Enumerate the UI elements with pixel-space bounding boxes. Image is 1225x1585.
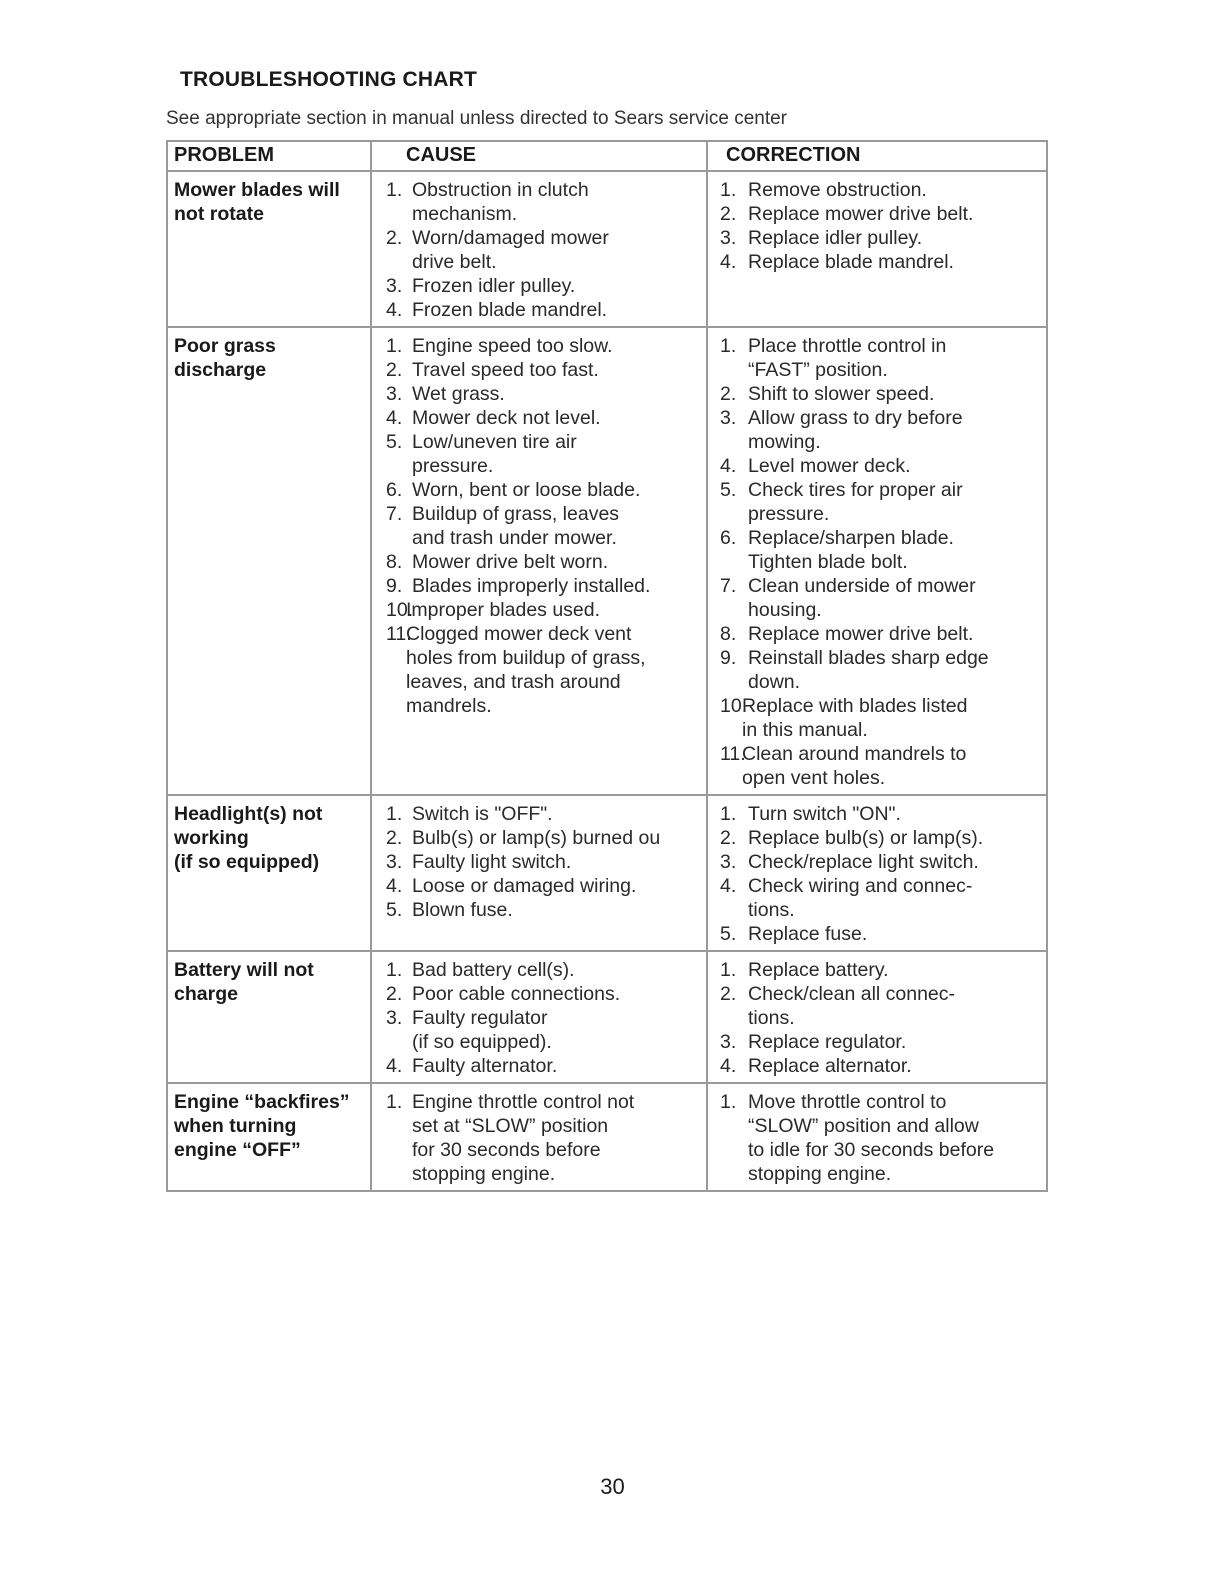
- correction-text: Replace alternator.: [748, 1055, 912, 1077]
- cause-text: Switch is "OFF".: [412, 803, 553, 825]
- correction-item: [708, 202, 1046, 226]
- cause-number: 1.: [386, 1091, 403, 1113]
- correction-item: [708, 958, 1046, 982]
- correction-item: [708, 742, 1046, 790]
- correction-text: Replace mower drive belt.: [748, 623, 974, 645]
- problem-text: (if so equipped): [174, 851, 320, 873]
- correction-item: [708, 874, 1046, 922]
- cause-item: [372, 358, 706, 382]
- cause-cell: [371, 795, 707, 951]
- cause-number: 2.: [386, 227, 403, 249]
- correction-number: 3.: [720, 227, 737, 249]
- correction-item: [708, 226, 1046, 250]
- correction-number: 3.: [720, 1031, 737, 1053]
- correction-text: Allow grass to dry before mowing.: [748, 407, 963, 453]
- cause-item: [372, 382, 706, 406]
- cause-number: 1.: [386, 803, 403, 825]
- correction-item: [708, 826, 1046, 850]
- cause-text: Loose or damaged wiring.: [412, 875, 637, 897]
- cause-number: 4.: [386, 875, 403, 897]
- cause-item: [372, 226, 706, 274]
- problem-text: discharge: [174, 359, 267, 381]
- cause-item: [372, 406, 706, 430]
- page-subtitle: See appropriate section in manual unless directed to Sears service center: [166, 108, 788, 129]
- correction-text: Replace blade mandrel.: [748, 251, 954, 273]
- cause-item: [372, 502, 706, 550]
- problem-text: charge: [174, 983, 238, 1005]
- cause-text: Bulb(s) or lamp(s) burned ou: [412, 827, 661, 849]
- correction-item: [708, 802, 1046, 826]
- cause-text: Wet grass.: [412, 383, 505, 405]
- correction-text: Replace idler pulley.: [748, 227, 923, 249]
- correction-item: [708, 382, 1046, 406]
- problem-cell: [167, 951, 371, 1083]
- correction-item: [708, 574, 1046, 622]
- correction-text: Turn switch "ON".: [748, 803, 901, 825]
- correction-number: 2.: [720, 383, 737, 405]
- correction-item: [708, 178, 1046, 202]
- problem-text: Battery will not: [174, 959, 314, 981]
- problem-text: Poor grass: [174, 335, 276, 357]
- cause-number: 3.: [386, 383, 403, 405]
- cause-text: Worn, bent or loose blade.: [412, 479, 641, 501]
- correction-item: [708, 922, 1046, 946]
- correction-item: [708, 478, 1046, 526]
- problem-text: Headlight(s) not: [174, 803, 323, 825]
- cause-number: 3.: [386, 851, 403, 873]
- cause-text: Engine throttle control not set at “SLOW” position for 30 seconds before stopping engine.: [412, 1091, 635, 1185]
- correction-item: [708, 646, 1046, 694]
- table-row: [167, 171, 1047, 327]
- cause-number: 5.: [386, 431, 403, 453]
- table-header-row: [167, 141, 1047, 171]
- correction-number: 4.: [720, 875, 737, 897]
- header-cause: CAUSE: [371, 141, 707, 171]
- correction-text: Shift to slower speed.: [748, 383, 935, 405]
- correction-cell: [707, 795, 1047, 951]
- cause-text: Mower deck not level.: [412, 407, 601, 429]
- correction-cell: [707, 1083, 1047, 1191]
- cause-item: [372, 298, 706, 322]
- problem-cell: [167, 1083, 371, 1191]
- correction-number: 1.: [720, 335, 737, 357]
- cause-item: [372, 178, 706, 226]
- correction-item: [708, 850, 1046, 874]
- correction-text: Move throttle control to “SLOW” position and allow to idle for 30 seconds before stopping engine.: [748, 1091, 995, 1185]
- troubleshooting-table: [166, 140, 1048, 1192]
- cause-item: [372, 982, 706, 1006]
- cause-text: Clogged mower deck vent holes from buildup of grass, leaves, and trash around mandrels.: [406, 623, 646, 717]
- correction-number: 2.: [720, 983, 737, 1005]
- cause-item: [372, 874, 706, 898]
- cause-text: Buildup of grass, leaves and trash under mower.: [412, 503, 620, 549]
- cause-item: [372, 826, 706, 850]
- cause-cell: [371, 171, 707, 327]
- correction-number: 2.: [720, 827, 737, 849]
- cause-number: 10.: [386, 599, 414, 621]
- correction-number: 3.: [720, 407, 737, 429]
- correction-number: 1.: [720, 179, 737, 201]
- correction-number: 5.: [720, 479, 737, 501]
- cause-text: Low/uneven tire air pressure.: [412, 431, 577, 477]
- correction-text: Clean around mandrels to open vent holes.: [742, 743, 967, 789]
- correction-number: 6.: [720, 527, 737, 549]
- cause-item: [372, 430, 706, 478]
- cause-text: Blades improperly installed.: [412, 575, 651, 597]
- problem-cell: [167, 171, 371, 327]
- header-correction: CORRECTION: [707, 141, 1047, 171]
- correction-text: Remove obstruction.: [748, 179, 927, 201]
- cause-number: 2.: [386, 359, 403, 381]
- correction-text: Replace bulb(s) or lamp(s).: [748, 827, 984, 849]
- cause-item: [372, 574, 706, 598]
- correction-cell: [707, 327, 1047, 795]
- correction-number: 4.: [720, 1055, 737, 1077]
- cause-item: [372, 1006, 706, 1054]
- correction-cell: [707, 171, 1047, 327]
- cause-text: Mower drive belt worn.: [412, 551, 609, 573]
- cause-number: 5.: [386, 899, 403, 921]
- correction-text: Reinstall blades sharp edge down.: [748, 647, 989, 693]
- cause-cell: [371, 951, 707, 1083]
- correction-item: [708, 1030, 1046, 1054]
- correction-item: [708, 334, 1046, 382]
- cause-number: 9.: [386, 575, 403, 597]
- cause-text: Poor cable connections.: [412, 983, 621, 1005]
- cause-number: 1.: [386, 179, 403, 201]
- correction-number: 5.: [720, 923, 737, 945]
- correction-number: 3.: [720, 851, 737, 873]
- correction-text: Replace fuse.: [748, 923, 868, 945]
- page-number: 30: [600, 1474, 625, 1499]
- cause-text: Faulty light switch.: [412, 851, 572, 873]
- cause-number: 3.: [386, 275, 403, 297]
- correction-item: [708, 622, 1046, 646]
- correction-number: 1.: [720, 959, 737, 981]
- correction-text: Replace battery.: [748, 959, 889, 981]
- correction-number: 7.: [720, 575, 737, 597]
- correction-number: 11.: [720, 743, 746, 765]
- correction-cell: [707, 951, 1047, 1083]
- correction-number: 1.: [720, 1091, 737, 1113]
- correction-item: [708, 1054, 1046, 1078]
- correction-item: [708, 694, 1046, 742]
- cause-text: Worn/damaged mower drive belt.: [412, 227, 609, 273]
- cause-text: Engine speed too slow.: [412, 335, 613, 357]
- cause-number: 4.: [386, 299, 403, 321]
- cause-text: Travel speed too fast.: [412, 359, 599, 381]
- correction-text: Check/clean all connec- tions.: [748, 983, 956, 1029]
- cause-cell: [371, 1083, 707, 1191]
- correction-number: 8.: [720, 623, 737, 645]
- problem-text: engine “OFF”: [174, 1139, 301, 1161]
- table-row: [167, 1083, 1047, 1191]
- cause-item: [372, 550, 706, 574]
- cause-item: [372, 334, 706, 358]
- cause-number: 4.: [386, 1055, 403, 1077]
- table-row: [167, 951, 1047, 1083]
- cause-number: 3.: [386, 1007, 403, 1029]
- correction-text: Place throttle control in “FAST” position.: [748, 335, 947, 381]
- correction-number: 2.: [720, 203, 737, 225]
- correction-text: Level mower deck.: [748, 455, 911, 477]
- problem-cell: [167, 327, 371, 795]
- correction-text: Replace/sharpen blade. Tighten blade bolt.: [748, 527, 954, 573]
- problem-text: not rotate: [174, 203, 264, 225]
- cause-item: [372, 478, 706, 502]
- cause-text: Faulty regulator (if so equipped).: [412, 1007, 552, 1053]
- cause-number: 1.: [386, 335, 403, 357]
- table-row: [167, 795, 1047, 951]
- cause-item: [372, 598, 706, 622]
- problem-text: Mower blades will: [174, 179, 340, 201]
- cause-text: Faulty alternator.: [412, 1055, 558, 1077]
- correction-text: Replace mower drive belt.: [748, 203, 974, 225]
- header-problem: PROBLEM: [167, 141, 371, 171]
- cause-item: [372, 898, 706, 922]
- correction-number: 9.: [720, 647, 737, 669]
- table-body: [167, 171, 1047, 1191]
- cause-text: Frozen blade mandrel.: [412, 299, 608, 321]
- correction-text: Check tires for proper air pressure.: [748, 479, 963, 525]
- cause-text: Improper blades used.: [406, 599, 601, 621]
- cause-number: 8.: [386, 551, 403, 573]
- table-row: [167, 327, 1047, 795]
- correction-item: [708, 406, 1046, 454]
- cause-text: Blown fuse.: [412, 899, 513, 921]
- correction-number: 1.: [720, 803, 737, 825]
- problem-text: Engine “backfires”: [174, 1091, 350, 1113]
- cause-number: 6.: [386, 479, 403, 501]
- cause-item: [372, 850, 706, 874]
- correction-item: [708, 526, 1046, 574]
- cause-item: [372, 274, 706, 298]
- problem-cell: [167, 795, 371, 951]
- cause-item: [372, 1054, 706, 1078]
- cause-number: 4.: [386, 407, 403, 429]
- cause-item: [372, 1090, 706, 1186]
- correction-text: Clean underside of mower housing.: [748, 575, 976, 621]
- cause-text: Obstruction in clutch mechanism.: [412, 179, 589, 225]
- cause-item: [372, 802, 706, 826]
- correction-text: Check wiring and connec- tions.: [748, 875, 973, 921]
- correction-text: Replace with blades listed in this manual.: [742, 695, 968, 741]
- cause-number: 2.: [386, 983, 403, 1005]
- correction-text: Check/replace light switch.: [748, 851, 979, 873]
- cause-number: 1.: [386, 959, 403, 981]
- correction-item: [708, 1090, 1046, 1186]
- cause-cell: [371, 327, 707, 795]
- problem-text: when turning: [174, 1115, 297, 1137]
- cause-item: [372, 622, 706, 718]
- cause-number: 7.: [386, 503, 403, 525]
- cause-number: 2.: [386, 827, 403, 849]
- correction-number: 4.: [720, 455, 737, 477]
- cause-item: [372, 958, 706, 982]
- page-title: TROUBLESHOOTING CHART: [180, 68, 478, 91]
- problem-text: working: [174, 827, 249, 849]
- correction-item: [708, 982, 1046, 1030]
- correction-text: Replace regulator.: [748, 1031, 907, 1053]
- cause-number: 11.: [386, 623, 412, 645]
- correction-number: 4.: [720, 251, 737, 273]
- cause-text: Frozen idler pulley.: [412, 275, 576, 297]
- correction-item: [708, 250, 1046, 274]
- cause-text: Bad battery cell(s).: [412, 959, 575, 981]
- correction-item: [708, 454, 1046, 478]
- correction-number: 10.: [720, 695, 748, 717]
